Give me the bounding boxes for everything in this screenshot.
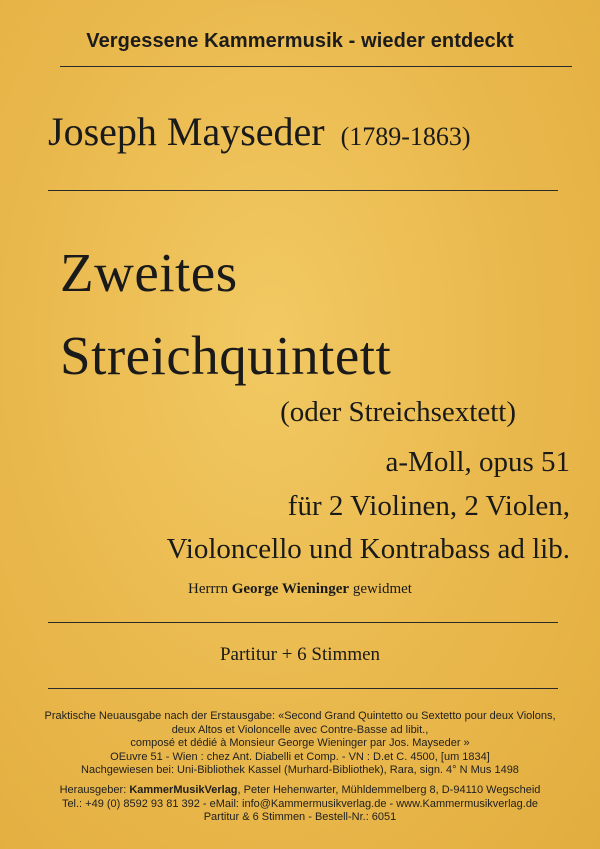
composer-line xyxy=(48,108,471,155)
composer-name: Joseph Mayseder xyxy=(48,109,325,154)
title-line-1: Zweites xyxy=(60,242,238,303)
dedicatee-name: George Wieninger xyxy=(231,581,350,597)
divider-parts-bottom xyxy=(48,688,558,689)
key-opus: a-Moll, opus 51 xyxy=(385,446,570,478)
publisher-name: KammerMusikVerlag xyxy=(129,784,238,796)
publisher-block xyxy=(0,784,600,825)
divider-composer xyxy=(48,190,558,191)
instrumentation-line-2: Violoncello und Kontrabass ad lib. xyxy=(166,533,570,565)
publisher-line xyxy=(0,784,600,798)
title-line-2: Streichquintett xyxy=(60,325,392,386)
source-notes xyxy=(0,710,600,778)
divider-top xyxy=(60,66,572,67)
dedication-suffix: gewidmet xyxy=(349,581,412,597)
source-note-line: OEuvre 51 - Wien : chez Ant. Diabelli et Comp. - VN : D.et C. 4500, [um 1834] xyxy=(110,750,490,763)
publisher-contact: Tel.: +49 (0) 8592 93 81 392 - eMail: info@Kammermusikverlag.de - www.Kammermusikverlag.de xyxy=(61,797,539,810)
instrumentation-line-1: für 2 Violinen, 2 Violen, xyxy=(287,490,570,522)
source-note-line: Praktische Neuausgabe nach der Erstausgabe: «Second Grand Quintetto ou Sextetto pour deux Violons, xyxy=(44,710,556,722)
source-note-line: deux Altos et Violoncelle avec Contre-Basse ad libit., xyxy=(171,723,429,736)
publisher-prefix: Herausgeber: xyxy=(59,784,130,796)
order-number: Partitur & 6 Stimmen - Bestell-Nr.: 6051 xyxy=(203,811,397,823)
dedication xyxy=(0,581,600,598)
subtitle: (oder Streichsextett) xyxy=(280,396,516,428)
dedication-prefix: Herrrn xyxy=(188,581,232,597)
source-note-line: Nachgewiesen bei: Uni-Bibliothek Kassel (Murhard-Bibliothek), Rara, sign. 4° N Mus 1498 xyxy=(81,764,519,776)
divider-parts-top xyxy=(48,622,558,623)
series-title: Vergessene Kammermusik - wieder entdeckt xyxy=(86,30,514,52)
parts-info: Partitur + 6 Stimmen xyxy=(219,644,381,665)
source-note-line: composé et dédié à Monsieur George Wieninger par Jos. Mayseder » xyxy=(130,737,470,749)
publisher-details: , Peter Hehenwarter, Mühldemmelberg 8, D-94110 Wegscheid xyxy=(237,784,541,796)
composer-years: (1789-1863) xyxy=(340,122,471,151)
